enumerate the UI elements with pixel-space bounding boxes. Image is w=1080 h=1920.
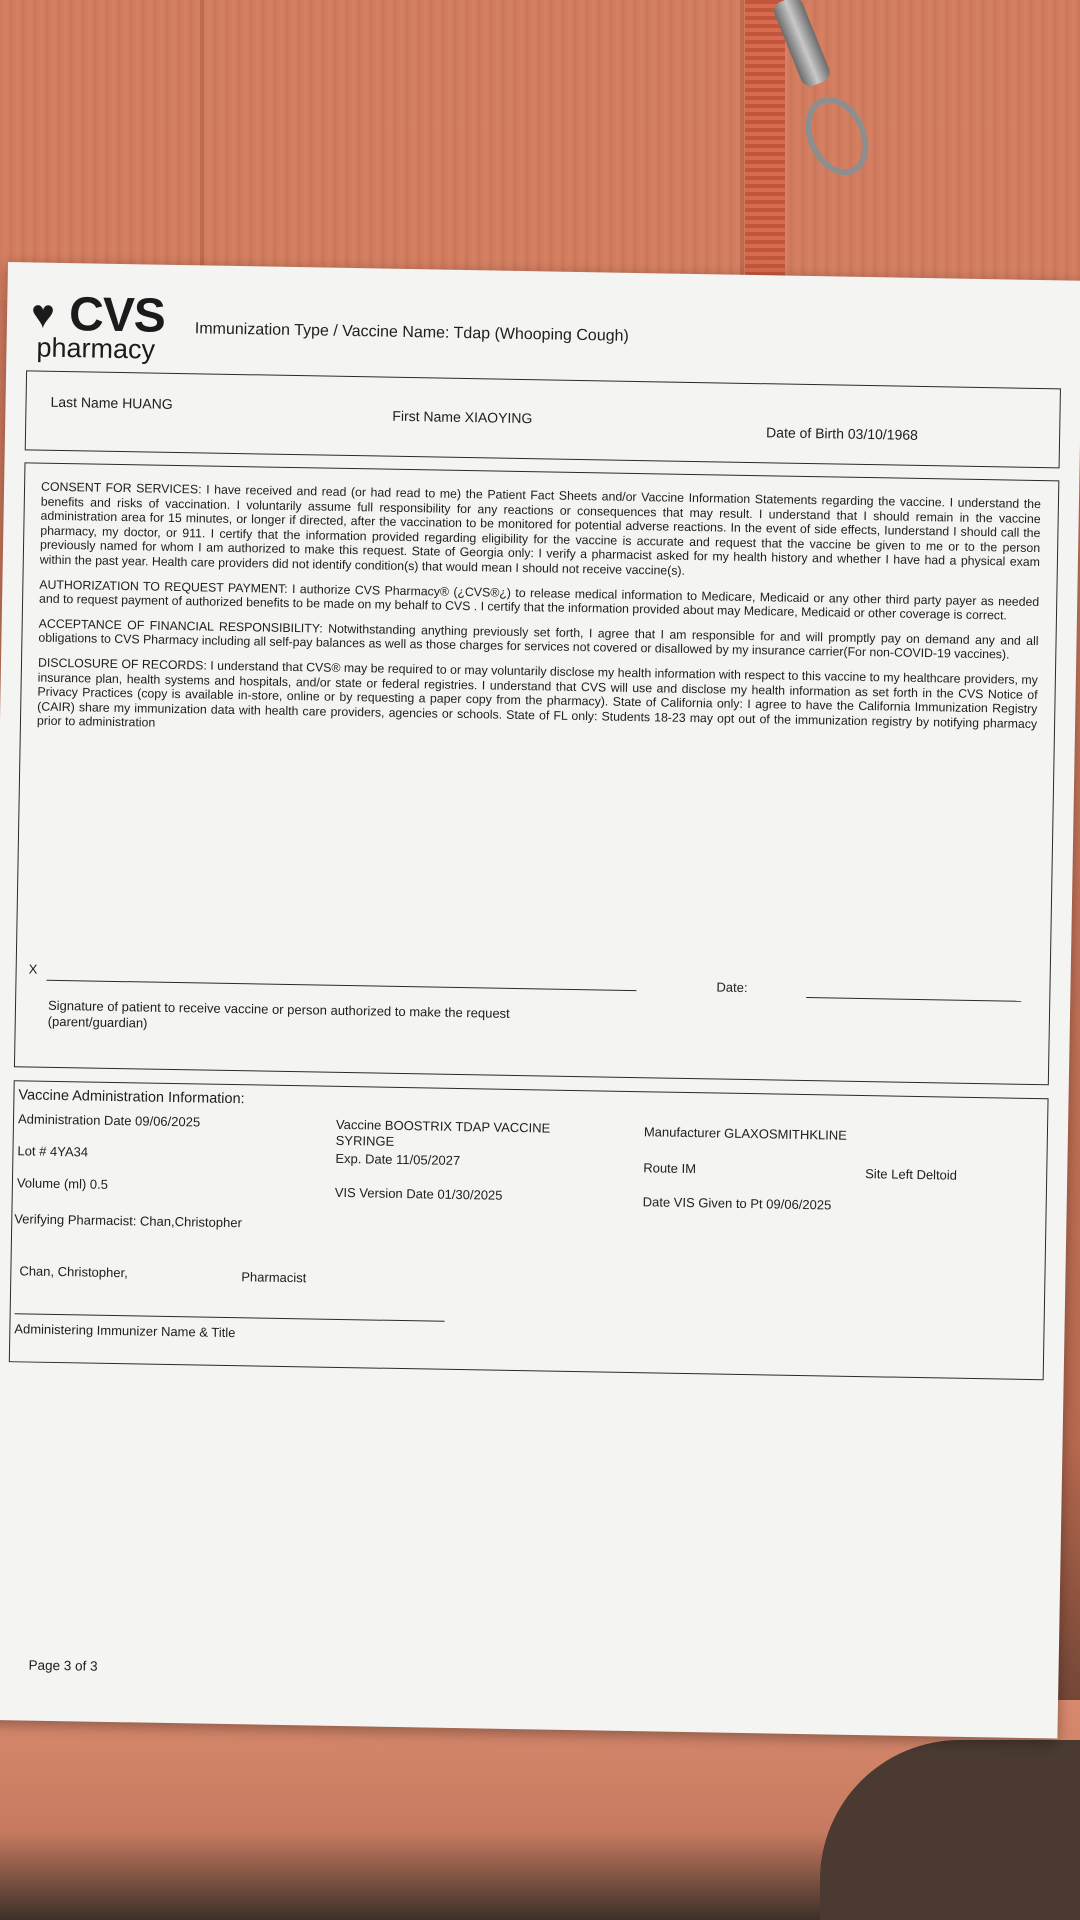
consent-services-paragraph: CONSENT FOR SERVICES: I have received and read (or had read to me) the Patient Fact Sheets and/or Vaccine Information Statements regarding the vaccine. I understand the benefits and risks of vaccination. I voluntarily assume full responsibility for any reactions or consequences that may result. I understand that I should remain in the vaccine administration area for 15 minutes, or longer if directed, after the vaccination to be monitored for potential adverse reactions. In the event of side effects, Iunderstand I should call the pharmacy, my doctor, or 911. I certify that the information provided regarding eligibility for the vaccine is accurate and request that the vaccine be given to me or to the person previously named for whom I am authorized to make this request. State of Georgia only: I verify a pharmacist asked for my health history and whether I have had a physical exam within the past year. Health care providers did not identify condition(s) that would mean I should not receive vaccine(s). [39,479,1042,578]
consent-text [37,480,1041,756]
records-disclosure-paragraph: DISCLOSURE OF RECORDS: I understand that CVS® may be required to or may voluntarily disclose my health information with respect to this vaccine to my healthcare providers, my insurance plan, health systems and hospitals, and/or state or federal registries. I understand that CVS will use and disclose my health information as set forth in the CVS Notice of Privacy Practices (copy is available in-store, online or by requesting a paper copy from the pharmacy). State of California only: I agree to have the California Immunization Registry (CAIR) share my immunization data with health care providers, agencies or schools. State of FL only: Students 18-23 may opt out of the immunization registry by notifying pharmacy prior to administration [36,655,1038,731]
immunization-type: Immunization Type / Vaccine Name: Tdap (Whooping Cough) [194,320,629,345]
bag-seam [200,0,204,290]
payment-authorization-paragraph: AUTHORIZATION TO REQUEST PAYMENT: I authorize CVS Pharmacy® (¿CVS®¿) to release medical information to Medicare, Medicaid or any other third party payer as needed and to request payment of authorized benefits to be made on my behalf to CVS . I certify that the information provided about may Medicare, Medicaid or other coverage is correct. [39,577,1040,623]
signature-x-mark: X [28,961,38,977]
patient-info-box [25,370,1061,468]
zipper-track [745,0,785,300]
manufacturer: Manufacturer GLAXOSMITHKLINE [643,1124,848,1143]
first-name-value: XIAOYING [464,408,533,427]
cvs-logo [30,288,171,365]
injection-site: Site Left Deltoid [865,1166,958,1183]
logo-brand: CVS [68,288,166,343]
last-name-field [50,394,172,412]
vaccine-name: Vaccine BOOSTRIX TDAP VACCINE SYRINGE [335,1116,551,1149]
page-number: Page 3 of 3 [28,1657,98,1674]
vis-version-date: VIS Version Date 01/30/2025 [334,1184,503,1203]
signature-date-line[interactable] [806,997,1021,1002]
volume: Volume (ml) 0.5 [16,1175,109,1192]
verifying-pharmacist: Verifying Pharmacist: Chan,Christopher [14,1211,243,1231]
dob-field [766,424,918,443]
last-name-value: HUANG [122,395,173,412]
consent-section [14,462,1059,1085]
logo-subtitle: pharmacy [36,332,156,365]
lot-number: Lot # 4YA34 [17,1143,89,1160]
last-name-label: Last Name [50,393,119,411]
dob-label: Date of Birth [766,424,845,442]
vaccine-administration-box [9,1080,1049,1380]
immunizer-signature-line [15,1313,445,1322]
financial-responsibility-paragraph: ACCEPTANCE OF FINANCIAL RESPONSIBILITY: Notwithstanding anything previously set forth, I agree that I am responsible for and will promptly pay on demand any and all obligations to CVS Pharmacy including all self-pay balances as well as those charges for services not covered or disallowed by my insurance carrier(For non-COVID-19 vaccines). [38,616,1039,662]
vis-given-date: Date VIS Given to Pt 09/06/2025 [642,1194,832,1213]
administration-date: Administration Date 09/06/2025 [17,1111,201,1130]
immunizer-caption: Administering Immunizer Name & Title [14,1321,236,1341]
immunizer-title: Pharmacist [241,1269,307,1286]
bag-background-top [0,0,1080,300]
dob-value: 03/10/1968 [847,425,919,443]
first-name-field [392,408,532,426]
expiration-date: Exp. Date 11/05/2027 [335,1150,461,1169]
route: Route IM [643,1160,697,1177]
immunizer-name: Chan, Christopher, [19,1263,128,1281]
signature-date-label: Date: [716,979,748,996]
administration-title: Vaccine Administration Information: [18,1087,245,1108]
signature-line[interactable] [46,980,636,991]
consent-form-page [0,262,1080,1739]
heart-icon: ♥ [30,292,56,337]
first-name-label: First Name [392,407,461,425]
bag-seam [740,0,744,290]
signature-caption: Signature of patient to receive vaccine or person authorized to make the request (parent/guardian) [47,997,510,1031]
